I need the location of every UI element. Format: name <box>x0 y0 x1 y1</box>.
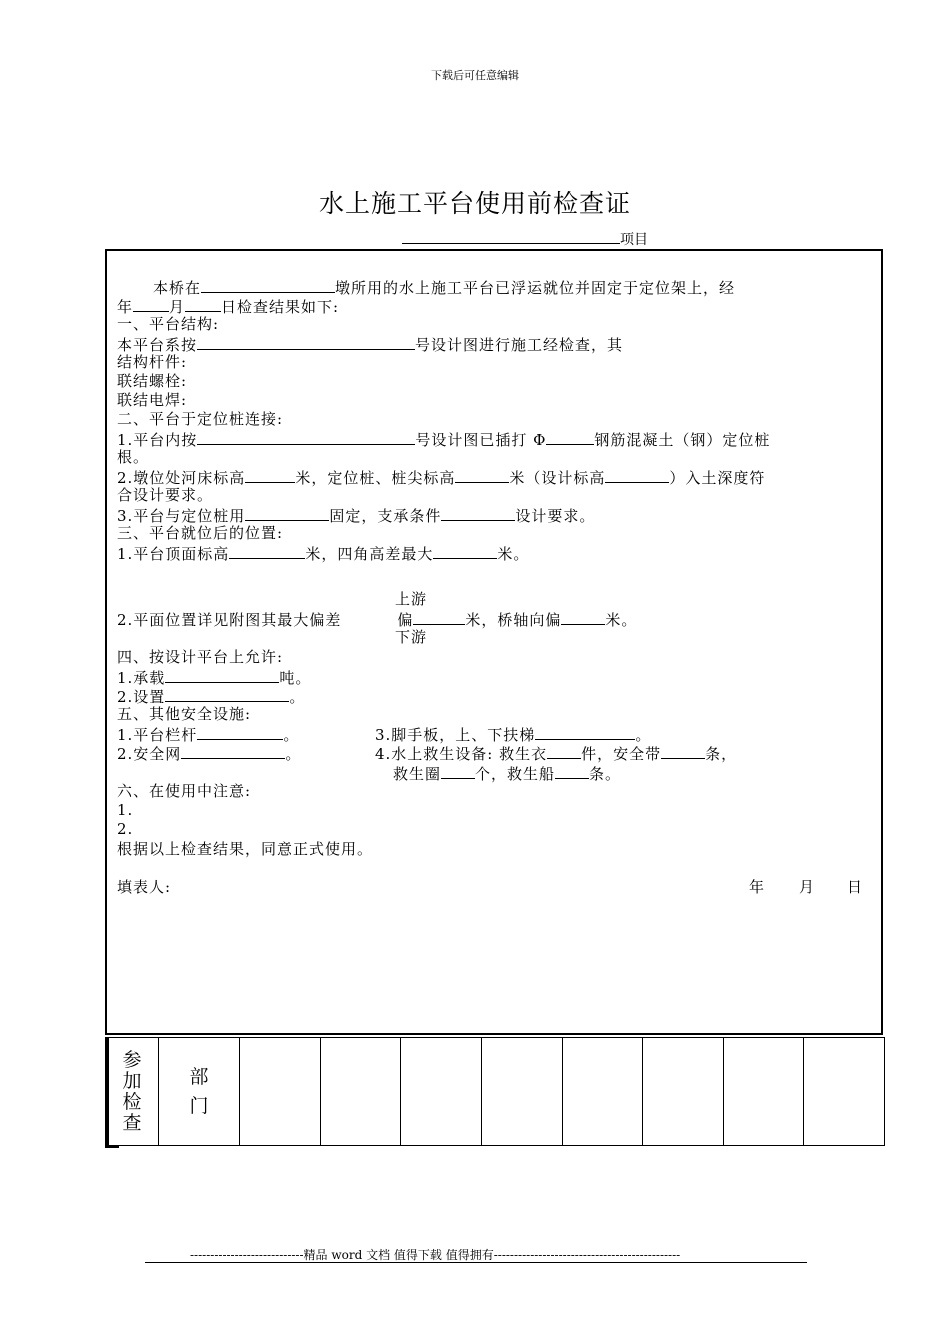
railing-blank[interactable] <box>197 724 283 740</box>
date-year: 年 <box>749 878 766 896</box>
table-corner-mark <box>105 1145 119 1148</box>
conclusion: 根据以上检查结果，同意正式使用。 <box>117 840 374 858</box>
axis-offset-blank[interactable] <box>561 609 605 625</box>
section-3-line-1: 1.平台顶面标高 米，四角高差最大 米。 <box>117 545 530 563</box>
section-2-line-2b: 合设计要求。 <box>117 486 214 504</box>
project-line <box>402 229 648 249</box>
section-5-line-2a: 2.安全网 。 <box>117 745 302 763</box>
design-drawing-blank[interactable] <box>197 334 415 350</box>
lifeboat-blank[interactable] <box>555 763 589 779</box>
section-2-line-1b: 根。 <box>117 448 150 466</box>
section-2-line-1: 1.平台内按 号设计图已插打 Φ 钢筋混凝土（钢）定位桩 <box>117 431 771 449</box>
pile-drawing-blank[interactable] <box>197 429 415 445</box>
form-frame <box>105 249 883 1035</box>
riverbed-elev-blank[interactable] <box>245 467 295 483</box>
design-elev-blank[interactable] <box>605 467 669 483</box>
section-4-heading: 四、按设计平台上允许: <box>117 648 284 666</box>
date-day: 日 <box>847 878 864 896</box>
section-1-line-1: 本平台系按 号设计图进行施工经检查，其 <box>117 336 624 354</box>
section-5-line-3: 救生圈 个，救生船 条。 <box>393 765 622 783</box>
department-cell: 部 门 <box>159 1038 240 1146</box>
section-5-line-2b: 4.水上救生设备: 救生衣 件，安全带 条， <box>375 745 738 763</box>
pier-blank[interactable] <box>201 277 335 293</box>
intro-line-1: 本桥在 墩所用的水上施工平台已浮运就位并固定于定位架上，经 <box>153 279 736 297</box>
stream-offset-blank[interactable] <box>413 609 465 625</box>
participate-check-cell: 参 加 检 查 <box>106 1038 159 1146</box>
footer-rule <box>145 1262 807 1263</box>
life-jacket-blank[interactable] <box>547 743 581 759</box>
pile-tip-elev-blank[interactable] <box>455 467 509 483</box>
upstream-label: 上游 <box>395 590 428 608</box>
footer-note: ----------------------------精品 word 文档 值得下载 值得拥有---------------------------------------------- <box>190 1248 681 1262</box>
fix-method-blank[interactable] <box>245 505 329 521</box>
ladder-blank[interactable] <box>535 724 635 740</box>
date-month: 月 <box>799 878 816 896</box>
participants-table <box>105 1037 885 1146</box>
life-buoy-blank[interactable] <box>441 763 475 779</box>
corner-diff-blank[interactable] <box>433 543 497 559</box>
section-4-line-1: 1.承载 吨。 <box>117 669 312 687</box>
project-blank[interactable] <box>402 229 620 244</box>
intro-line-2: 年 月 日检查结果如下: <box>117 298 340 316</box>
header-note: 下载后可任意编辑 <box>431 69 519 82</box>
pile-diameter-blank[interactable] <box>546 429 594 445</box>
section-5-line-1a: 1.平台栏杆 。 <box>117 726 300 744</box>
section-1-line-4: 联结电焊: <box>117 391 188 409</box>
project-suffix: 项目 <box>620 232 648 248</box>
page-title: 水上施工平台使用前检查证 <box>318 189 631 218</box>
department-entry-4[interactable] <box>481 1038 562 1146</box>
safety-belt-blank[interactable] <box>661 743 705 759</box>
table-left-border <box>105 1037 109 1148</box>
section-2-line-2: 2.墩位处河床标高 米，定位桩、桩尖标高 米（设计标高 ）入土深度符 <box>117 469 766 487</box>
section-2-heading: 二、平台于定位桩连接: <box>117 410 284 428</box>
department-entry-1[interactable] <box>240 1038 321 1146</box>
section-1-heading: 一、平台结构: <box>117 315 220 333</box>
safety-net-blank[interactable] <box>181 743 285 759</box>
section-6-line-1: 1. <box>117 801 134 819</box>
downstream-label: 下游 <box>395 628 428 646</box>
section-6-line-2: 2. <box>117 820 134 838</box>
department-entry-7[interactable] <box>723 1038 804 1146</box>
department-entry-2[interactable] <box>320 1038 401 1146</box>
section-6-heading: 六、在使用中注意: <box>117 782 252 800</box>
department-entry-6[interactable] <box>643 1038 724 1146</box>
day-blank[interactable] <box>185 296 221 312</box>
section-5-line-1b: 3.脚手板，上、下扶梯 。 <box>375 726 652 744</box>
section-2-line-3: 3.平台与定位桩用 固定，支承条件 设计要求。 <box>117 507 596 525</box>
section-1-line-2: 结构杆件: <box>117 353 188 371</box>
support-cond-blank[interactable] <box>441 505 515 521</box>
month-blank[interactable] <box>133 296 169 312</box>
filler-label: 填表人: <box>117 878 172 896</box>
equipment-blank[interactable] <box>165 686 289 702</box>
section-3-line-2: 2.平面位置详见附图其最大偏差 偏 米，桥轴向偏 米。 <box>117 611 638 629</box>
section-1-line-3: 联结螺栓: <box>117 372 188 390</box>
section-3-heading: 三、平台就位后的位置: <box>117 524 284 542</box>
section-4-line-2: 2.设置 。 <box>117 688 306 706</box>
section-5-heading: 五、其他安全设施: <box>117 705 252 723</box>
department-entry-3[interactable] <box>401 1038 482 1146</box>
load-blank[interactable] <box>165 667 279 683</box>
department-entry-5[interactable] <box>562 1038 643 1146</box>
department-entry-8[interactable] <box>804 1038 885 1146</box>
deck-elev-blank[interactable] <box>229 543 305 559</box>
